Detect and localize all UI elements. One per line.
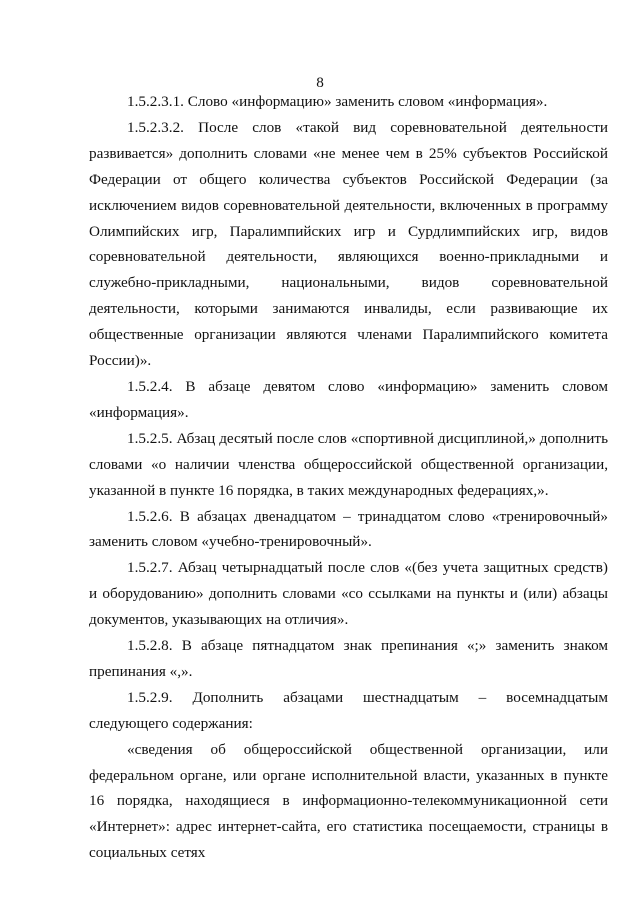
page-number: 8: [316, 74, 324, 91]
paragraph-1-5-2-3-2: 1.5.2.3.2. После слов «такой вид соревновательной деятельности развивается» дополнить словами «не менее чем в 25% субъектов Российской Федерации от общего количества субъектов Российской Федерации (за исключением видов соревновательной деятельности, включенных в программу Олимпийских игр, Паралимпийских игр и Сурдлимпийских игр, видов соревновательной деятельности, являющихся военно-прикладными и служебно-прикладными, национальными, видов соревновательной деятельности, которыми занимаются инвалиды, если развивающие их общественные организации являются членами Паралимпийского комитета России)».: [89, 118, 608, 370]
paragraph-1-5-2-3-1: 1.5.2.3.1. Слово «информацию» заменить словом «информация».: [127, 93, 548, 110]
paragraph-1-5-2-5: 1.5.2.5. Абзац десятый после слов «спортивной дисциплиной,» дополнить словами «о наличии членства общероссийской общественной организации, указанной в пункте 16 порядка, в таких международных федерациях,».: [89, 429, 608, 499]
paragraph-1-5-2-6: 1.5.2.6. В абзацах двенадцатом – тринадцатом слово «тренировочный» заменить словом «учебно-тренировочный».: [89, 507, 608, 551]
paragraph-1-5-2-7: 1.5.2.7. Абзац четырнадцатый после слов «(без учета защитных средств) и оборудованию» дополнить словами «со ссылками на пункты и (или) абзацы документов, указывающих на отличия».: [89, 559, 608, 629]
paragraph-1-5-2-4: 1.5.2.4. В абзаце девятом слово «информацию» заменить словом «информация».: [89, 377, 608, 421]
paragraph-1-5-2-8: 1.5.2.8. В абзаце пятнадцатом знак препинания «;» заменить знаком препинания «,».: [89, 637, 608, 680]
document-body: [89, 89, 608, 866]
paragraph-quoted-new-text: «сведения об общероссийской общественной организации, или федеральном органе, или органе исполнительной власти, указанных в пункте 16 порядка, находящиеся в информационно-телекоммуникационной сети «Интернет»: адрес интернет-сайта, его статистика посещаемости, страницы в социальных сетях: [89, 740, 608, 862]
paragraph-1-5-2-9: 1.5.2.9. Дополнить абзацами шестнадцатым – восемнадцатым следующего содержания:: [89, 688, 608, 732]
